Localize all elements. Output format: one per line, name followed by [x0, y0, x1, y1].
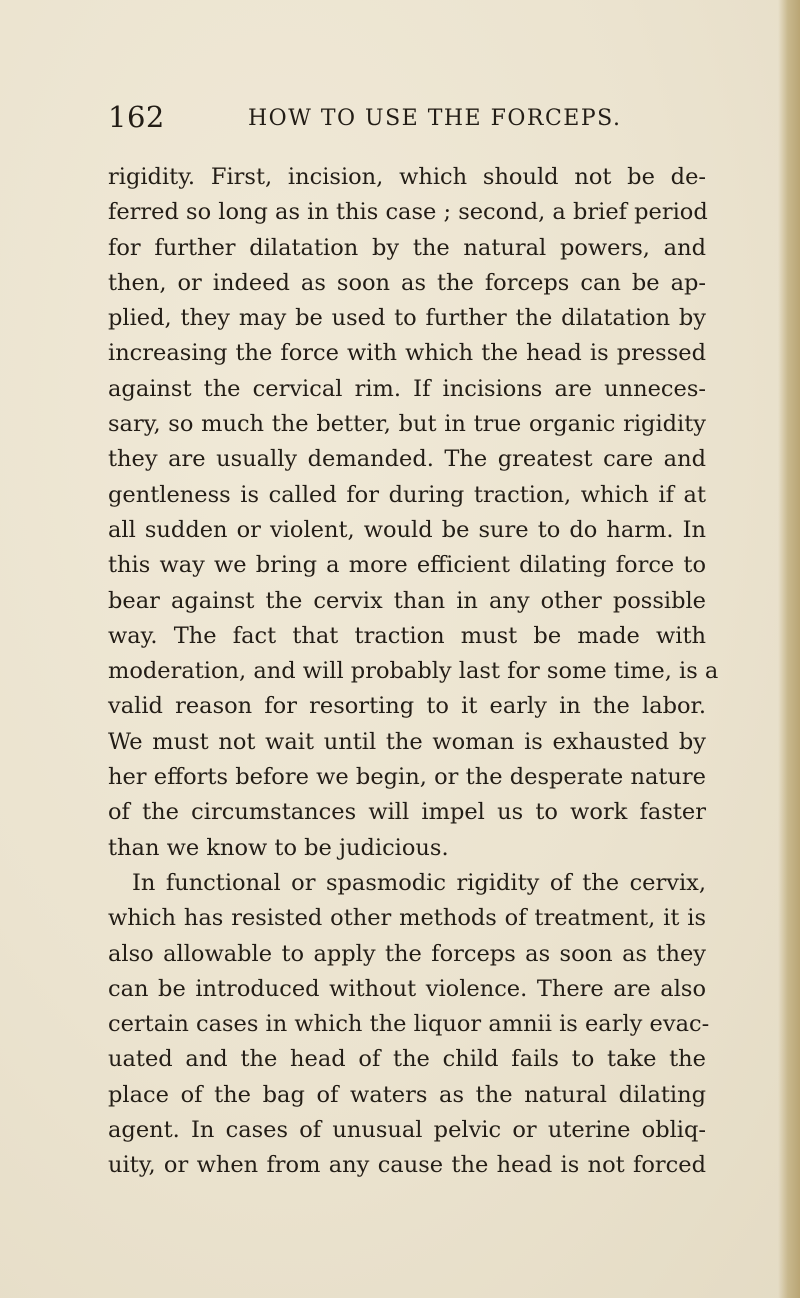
text-line: In functional or spasmodic rigidity of the cervix,	[132, 869, 706, 896]
text-line: sary, so much the better, but in true organic rigidity	[108, 411, 706, 438]
text-line: of the circumstances will impel us to work faster	[108, 799, 706, 826]
text-line: place of the bag of waters as the natural dilating	[108, 1081, 706, 1108]
text-line: certain cases in which the liquor amnii is early evac-	[108, 1011, 710, 1038]
page-number: 162	[108, 100, 165, 134]
text-line: bear against the cervix than in any other possible	[108, 587, 706, 614]
text-line: moderation, and will probably last for some time, is a	[108, 658, 719, 685]
text-line: We must not wait until the woman is exhausted by	[108, 728, 706, 755]
text-line: they are usually demanded. The greatest care and	[108, 446, 706, 473]
text-line: for further dilatation by the natural powers, and	[108, 234, 706, 261]
text-line: uated and the head of the child fails to take the	[108, 1046, 706, 1073]
running-head: HOW TO USE THE FORCEPS.	[248, 106, 622, 131]
page-header	[108, 100, 708, 140]
text-line: all sudden or violent, would be sure to do harm. In	[108, 516, 706, 543]
text-line: against the cervical rim. If incisions are unneces-	[108, 375, 706, 402]
text-line: way. The fact that traction must be made with	[108, 622, 706, 649]
text-line: this way we bring a more efficient dilating force to	[108, 552, 706, 579]
text-line: uity, or when from any cause the head is not forced	[108, 1152, 706, 1179]
paragraph	[108, 160, 719, 866]
text-line: which has resisted other methods of treatment, it is	[108, 905, 706, 932]
text-line: increasing the force with which the head is pressed	[108, 340, 706, 367]
text-line: also allowable to apply the forceps as soon as they	[108, 940, 706, 967]
text-line: ferred so long as in this case ; second, a brief period	[108, 199, 708, 226]
text-line: plied, they may be used to further the dilatation by	[108, 305, 706, 332]
text-line: her efforts before we begin, or the desperate nature	[108, 764, 706, 791]
text-line: valid reason for resorting to it early in the labor.	[108, 693, 706, 720]
body-text	[108, 160, 719, 1184]
text-line: can be introduced without violence. There are also	[108, 975, 706, 1002]
text-line: agent. In cases of unusual pelvic or uterine obliq-	[108, 1117, 706, 1144]
text-line: rigidity. First, incision, which should not be de-	[108, 164, 706, 190]
page-edge-shadow	[778, 0, 800, 1298]
text-line: than we know to be judicious.	[108, 834, 449, 861]
paragraph	[108, 866, 710, 1184]
text-line: then, or indeed as soon as the forceps can be ap-	[108, 269, 706, 296]
text-line: gentleness is called for during traction, which if at	[108, 481, 706, 508]
